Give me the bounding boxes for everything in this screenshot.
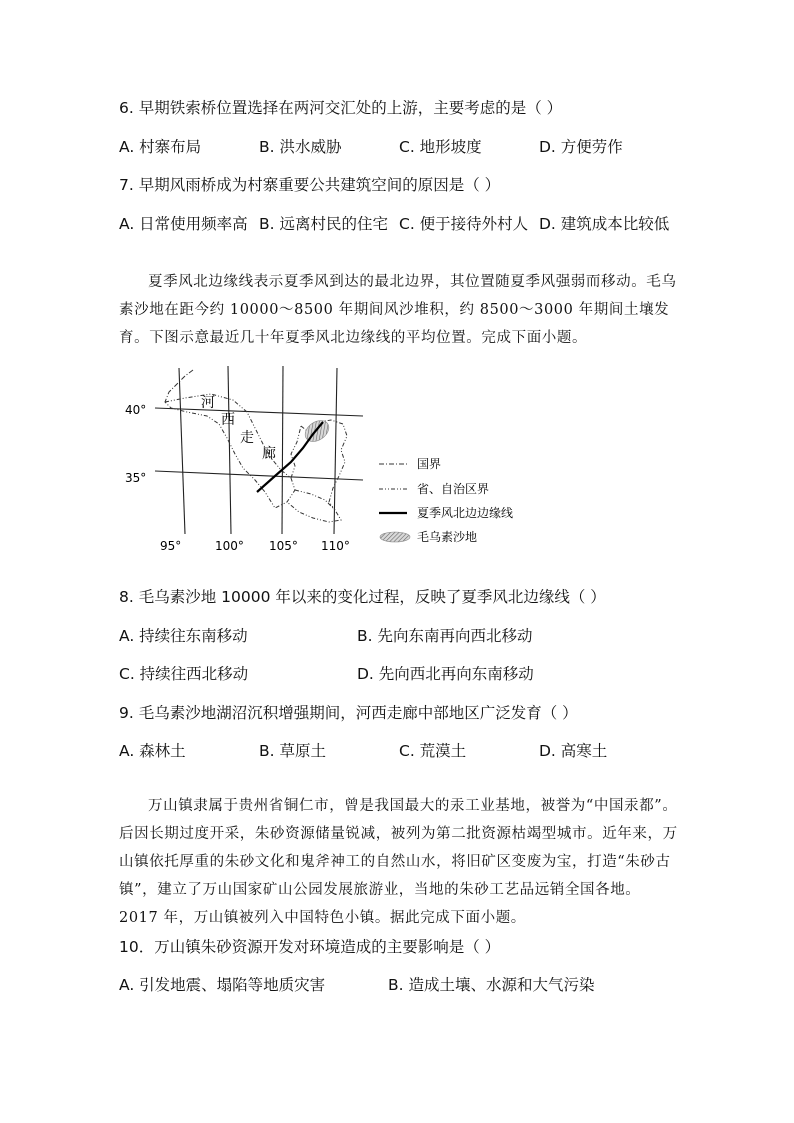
question-7-stem: 7. 早期风雨桥成为村寨重要公共建筑空间的原因是（ ） [119, 176, 501, 194]
lat-label-40: 40° [125, 403, 147, 417]
q9-option-d[interactable]: D. 高寒土 [539, 742, 608, 760]
lon-label-100: 100° [215, 539, 244, 553]
question-8-stem: 8. 毛乌素沙地 10000 年以来的变化过程，反映了夏季风北边缘线（ ） [119, 588, 606, 606]
longitude-100-line [228, 366, 231, 534]
passage-monsoon-text: 夏季风北边缘线表示夏季风到达的最北边界，其位置随夏季风强弱而移动。毛乌素沙地在距今约 10000～8500 年期间风沙堆积，约 8500～3000 年期间土壤发育。下图示意最近几十年夏季风北边缘线的平均位置。完成下面小题。 [119, 274, 677, 346]
q9-option-a[interactable]: A. 森林土 [119, 742, 186, 760]
q6-option-d[interactable]: D. 方便劳作 [539, 138, 623, 156]
lon-label-105: 105° [269, 539, 298, 553]
latitude-35-line [155, 471, 363, 480]
passage-wanshan [119, 792, 679, 932]
lon-label-110: 110° [321, 539, 350, 553]
corridor-char-xi: 西 [221, 412, 235, 428]
lat-label-35: 35° [125, 471, 147, 485]
corridor-char-zou: 走 [240, 430, 254, 446]
province-border-south [287, 490, 341, 522]
longitude-95-line [179, 368, 185, 534]
lon-label-95: 95° [160, 539, 182, 553]
legend-monsoon-line-label: 夏季风北边边缘线 [417, 506, 514, 520]
monsoon-boundary-map [115, 362, 555, 557]
q10-option-b[interactable]: B. 造成土壤、水源和大气污染 [388, 976, 595, 994]
q8-option-c[interactable]: C. 持续往西北移动 [119, 665, 249, 683]
q8-option-a[interactable]: A. 持续往东南移动 [119, 627, 248, 645]
legend-sandy-land-label: 毛乌素沙地 [417, 530, 478, 544]
q6-option-b[interactable]: B. 洪水威胁 [259, 138, 342, 156]
q9-option-b[interactable]: B. 草原土 [259, 742, 326, 760]
legend-province-border-label: 省、自治区界 [417, 482, 490, 496]
q8-option-b[interactable]: B. 先向东南再向西北移动 [357, 627, 533, 645]
q6-option-a[interactable]: A. 村寨布局 [119, 138, 202, 156]
question-9-stem: 9. 毛乌素沙地湖沼沉积增强期间，河西走廊中部地区广泛发育（ ） [119, 704, 578, 722]
q9-option-c[interactable]: C. 荒漠土 [399, 742, 467, 760]
q10-option-a[interactable]: A. 引发地震、塌陷等地质灾害 [119, 976, 326, 994]
map-legend [379, 457, 513, 544]
question-6-stem: 6. 早期铁索桥位置选择在两河交汇处的上游，主要考虑的是（ ） [119, 99, 563, 117]
legend-national-border-label: 国界 [417, 457, 442, 471]
q6-option-c[interactable]: C. 地形坡度 [399, 138, 482, 156]
corridor-char-he: 河 [201, 395, 215, 411]
question-10-stem: 10．万山镇朱砂资源开发对环境造成的主要影响是（ ） [119, 938, 501, 956]
q7-option-c[interactable]: C. 便于接待外村人 [399, 215, 529, 233]
longitude-105-line [282, 366, 283, 534]
passage-wanshan-text: 万山镇隶属于贵州省铜仁市，曾是我国最大的汞工业基地，被誉为“中国汞都”。后因长期过度开采，朱砂资源储量锐减，被列为第二批资源枯竭型城市。近年来，万山镇依托厚重的朱砂文化和鬼斧神工的自然山水，将旧矿区变废为宝，打造“朱砂古镇”，建立了万山国家矿山公园发展旅游业，当地的朱砂工艺品远销全国各地。2017 年，万山镇被列入中国特色小镇。据此完成下面小题。 [119, 798, 678, 926]
q7-option-d[interactable]: D. 建筑成本比较低 [539, 215, 670, 233]
corridor-char-lang: 廊 [262, 446, 276, 462]
q7-option-a[interactable]: A. 日常使用频率高 [119, 215, 248, 233]
q7-option-b[interactable]: B. 远离村民的住宅 [259, 215, 388, 233]
q8-option-d[interactable]: D. 先向西北再向东南移动 [357, 665, 534, 683]
passage-monsoon [119, 268, 679, 352]
legend-sandy-land-symbol [380, 532, 410, 542]
